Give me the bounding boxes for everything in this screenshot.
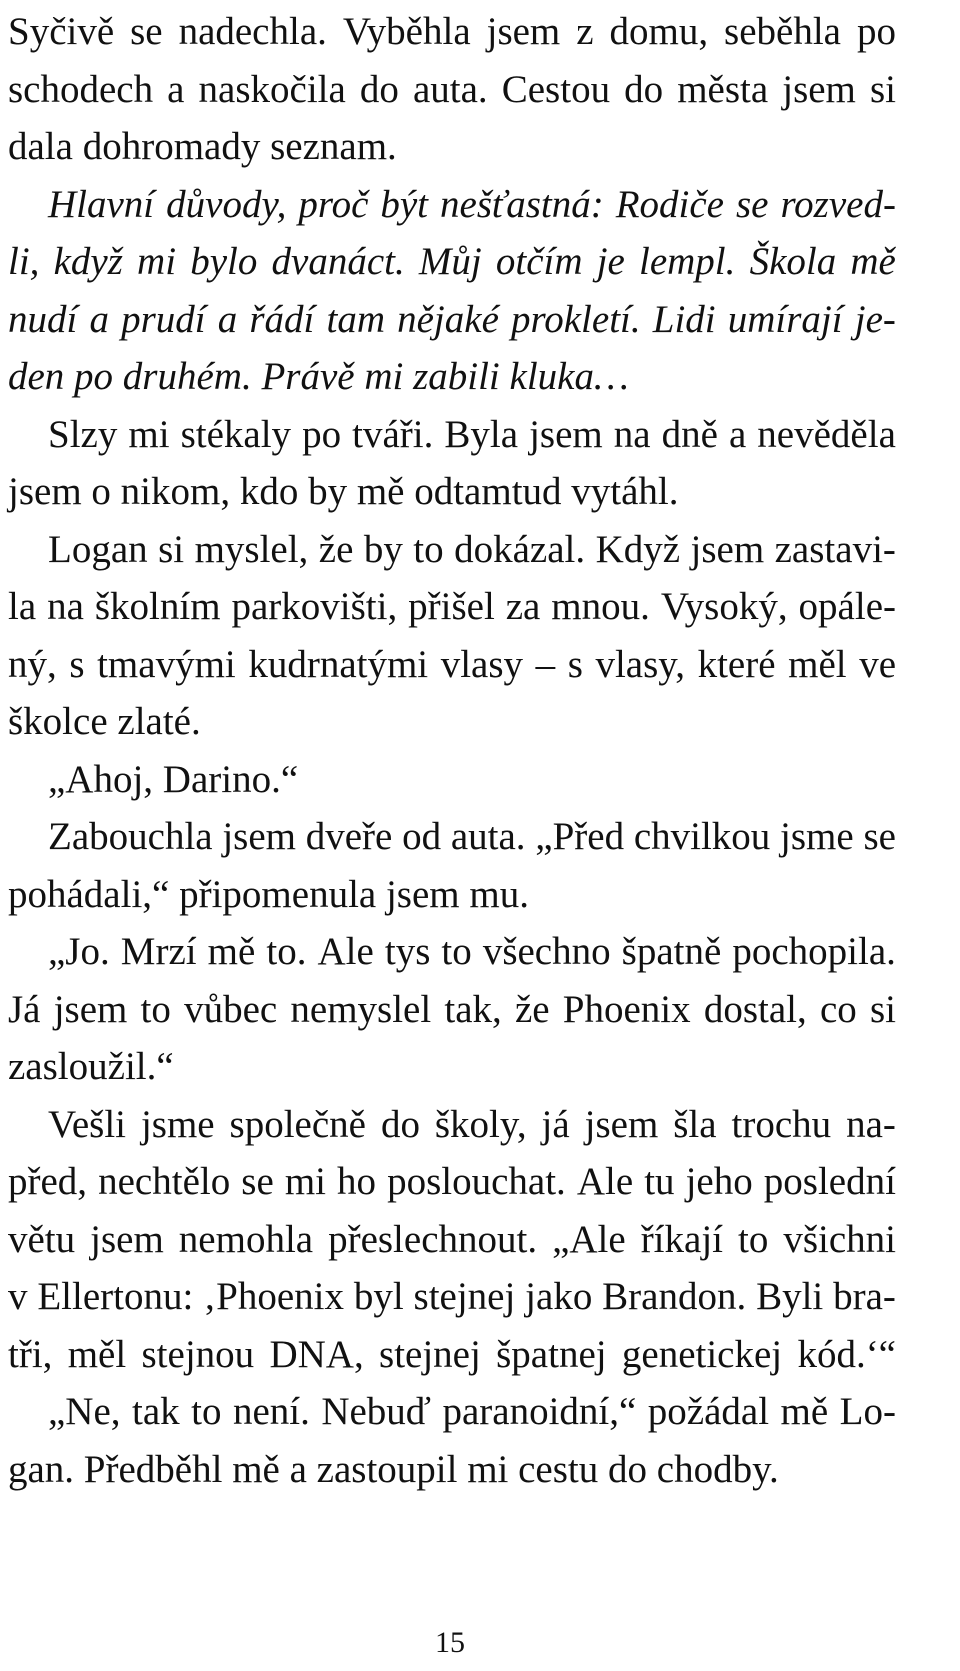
word: vlasy — [440, 642, 524, 686]
text-line — [8, 642, 896, 686]
word: jsem — [690, 527, 765, 571]
word: tři, — [8, 1332, 53, 1376]
word: to — [413, 527, 444, 571]
word: s — [567, 642, 583, 686]
text-line: dala dohromady seznam. — [8, 125, 397, 168]
word: a — [167, 67, 185, 111]
word: dveře — [305, 815, 393, 858]
word: kód.‘“ — [797, 1332, 896, 1376]
word: které — [697, 642, 776, 686]
word: rozved- — [780, 182, 896, 226]
word: parkovišti, — [231, 585, 398, 628]
text-line — [8, 1277, 896, 1316]
text-line — [8, 1217, 896, 1261]
word: mi — [128, 412, 170, 456]
text-line — [8, 587, 896, 626]
word: ný, — [8, 642, 57, 686]
word: genetickej — [621, 1332, 783, 1376]
word: Můj — [418, 240, 482, 283]
word: prokletí. — [511, 297, 641, 341]
word: tmavými — [97, 642, 236, 686]
word: Byla — [444, 412, 519, 456]
word: jsem — [486, 10, 561, 53]
text-line — [48, 527, 896, 571]
word: chvilkou — [633, 815, 771, 858]
word: města — [677, 67, 769, 111]
word: že — [318, 527, 354, 571]
word: pochopila. — [732, 930, 896, 973]
word: všichni — [783, 1217, 896, 1261]
text-line: den po druhém. Právě mi zabili kluka… — [8, 355, 629, 398]
word: Slzy — [48, 412, 118, 456]
word: bra- — [833, 1275, 896, 1318]
word: jsem — [584, 1102, 659, 1146]
word: v — [8, 1275, 28, 1318]
word: do — [359, 67, 399, 111]
word: Nebuď — [321, 1390, 432, 1433]
word: ‚Phoenix — [203, 1275, 344, 1318]
word: nemohla — [178, 1217, 314, 1261]
word: se — [130, 10, 163, 53]
word: tak — [132, 1390, 180, 1433]
word: nadechla. — [178, 10, 327, 53]
word: tak, — [444, 987, 502, 1031]
word: jsme — [140, 1102, 215, 1146]
word: mi — [284, 1160, 326, 1203]
word: byl — [353, 1275, 404, 1318]
word: nešťastná: — [440, 182, 604, 226]
word: Když — [595, 527, 681, 571]
word: dokázal. — [454, 527, 586, 571]
word: školním — [94, 585, 221, 628]
word: vůbec — [184, 987, 278, 1031]
text-line — [8, 67, 896, 111]
word: „Před — [535, 815, 625, 858]
text-line — [8, 1332, 896, 1376]
word: mě — [207, 930, 256, 973]
word: dvanáct. — [271, 240, 405, 283]
text-line — [48, 1102, 896, 1146]
word: paranoidní,“ — [442, 1390, 637, 1433]
word: z — [576, 10, 594, 53]
word: Zabouchla — [48, 815, 213, 858]
word: Škola — [749, 240, 837, 283]
word: měl — [67, 1332, 127, 1376]
word: před, — [8, 1160, 88, 1203]
word: to — [441, 930, 472, 973]
word: od — [402, 815, 442, 858]
word: jsem — [782, 67, 856, 111]
word: si — [869, 67, 896, 111]
word: myslel, — [194, 527, 309, 571]
word: řádí — [249, 297, 315, 341]
word: Logan — [48, 527, 148, 571]
word: trochu — [731, 1102, 832, 1146]
word: Hlavní — [48, 182, 155, 226]
word: Lo- — [839, 1390, 896, 1433]
word: Phoenix — [562, 987, 691, 1031]
word: za — [505, 585, 541, 628]
word: to — [191, 1390, 222, 1433]
word: požádal — [647, 1390, 770, 1433]
word: mě — [850, 240, 896, 283]
word: jsme — [780, 815, 854, 858]
word: špatnej — [496, 1332, 607, 1376]
word: mi — [137, 240, 177, 283]
word: jsem — [529, 412, 603, 456]
word: jeho — [685, 1160, 753, 1203]
word: přišel — [408, 585, 495, 628]
word: Ellertonu: — [37, 1275, 194, 1318]
text-line: gan. Předběhl mě a zastoupil mi cestu do chodby. — [8, 1447, 779, 1491]
word: Mrzí — [120, 930, 197, 973]
word: schodech — [8, 67, 154, 111]
word: vlasy, — [595, 642, 686, 686]
word: přeslechnout. — [328, 1217, 538, 1261]
word: špatně — [621, 930, 722, 973]
word: není. — [232, 1390, 310, 1433]
word: – — [535, 642, 556, 686]
word: se — [735, 182, 769, 226]
word: stékaly — [180, 412, 292, 456]
word: a — [217, 297, 238, 341]
word: být — [380, 182, 429, 226]
text-line — [48, 412, 896, 456]
word: že — [514, 987, 550, 1031]
word: otčím — [495, 240, 583, 283]
word: tam — [326, 297, 385, 341]
word: dostal, — [703, 987, 807, 1031]
word: auta. — [450, 815, 526, 858]
word: proč — [298, 182, 369, 226]
word: když — [53, 240, 123, 283]
word: mě — [780, 1390, 829, 1433]
word: co — [819, 987, 857, 1031]
word: nemyslel — [290, 987, 432, 1031]
text-line: pohádali,“ připomenula jsem mu. — [8, 872, 529, 916]
text-line — [48, 932, 896, 971]
word: říkají — [640, 1217, 723, 1261]
text-line — [48, 182, 896, 226]
word: se — [241, 1160, 274, 1203]
word: dně — [661, 412, 718, 456]
word: jako — [525, 1275, 593, 1318]
word: Vyběhla — [342, 10, 471, 53]
word: Já — [8, 987, 41, 1031]
word: jsem — [90, 1217, 164, 1261]
word: naskočila — [198, 67, 346, 111]
word: opále- — [798, 585, 896, 628]
word: po — [856, 10, 896, 53]
word: Vešli — [48, 1102, 126, 1146]
word: na — [613, 412, 651, 456]
word: kudrnatými — [248, 642, 429, 686]
word: nechtělo — [98, 1160, 231, 1203]
word: la — [8, 585, 37, 628]
word: jsem — [222, 815, 296, 858]
word: já — [541, 1102, 570, 1146]
word: bylo — [190, 240, 258, 283]
word: školy, — [434, 1102, 527, 1146]
text-line — [48, 817, 896, 856]
word: domu, — [609, 10, 709, 53]
word: a — [728, 412, 747, 456]
word: prudí — [121, 297, 206, 341]
page-number: 15 — [435, 1626, 465, 1659]
word: Vysoký, — [660, 585, 788, 628]
word: „Jo. — [48, 930, 110, 973]
word: důvody, — [166, 182, 287, 226]
text-line — [8, 242, 896, 281]
word: do — [380, 1102, 420, 1146]
text-line — [8, 297, 896, 341]
word: nějaké — [397, 297, 499, 341]
word: se — [863, 815, 896, 858]
text-line: „Ahoj, Darino.“ — [48, 757, 299, 801]
word: stejnou — [141, 1332, 255, 1376]
word: s — [69, 642, 85, 686]
word: ve — [859, 642, 896, 686]
word: stejnej — [379, 1332, 481, 1376]
word: do — [624, 67, 664, 111]
word: Syčivě — [8, 10, 115, 53]
text-line — [8, 1162, 896, 1201]
word: Ale — [576, 1160, 634, 1203]
word: všechno — [482, 930, 611, 973]
word: nudí — [8, 297, 78, 341]
text-line: zasloužil.“ — [8, 1045, 174, 1088]
word: Byli — [756, 1275, 824, 1318]
word: si — [158, 527, 185, 571]
word: to — [140, 987, 171, 1031]
word: nevěděla — [757, 412, 896, 456]
text-line — [8, 987, 896, 1031]
word: je- — [854, 297, 896, 341]
word: Brandon. — [602, 1275, 747, 1318]
word: auta. — [412, 67, 488, 111]
word: Rodiče — [615, 182, 724, 226]
word: si — [869, 987, 896, 1031]
word: seběhla — [724, 10, 841, 53]
text-line: školce zlaté. — [8, 700, 201, 743]
word: ho — [337, 1160, 377, 1203]
word: tys — [384, 930, 431, 973]
word: po — [302, 412, 342, 456]
word: tváři. — [352, 412, 434, 456]
word: Lidi — [652, 297, 716, 341]
word: umírají — [727, 297, 843, 341]
word: na- — [846, 1102, 896, 1146]
word: jsem — [53, 987, 128, 1031]
word: zastavi- — [774, 527, 896, 571]
word: to — [737, 1217, 769, 1261]
word: to. — [266, 930, 307, 973]
word: poslední — [763, 1160, 896, 1203]
word: větu — [8, 1217, 76, 1261]
word: poslouchat. — [387, 1160, 566, 1203]
word: šla — [673, 1102, 717, 1146]
word: lempl. — [639, 240, 736, 283]
word: tu — [644, 1160, 675, 1203]
text-line: jsem o nikom, kdo by mě odtamtud vytáhl. — [8, 470, 679, 513]
text-line — [48, 1392, 896, 1431]
word: „Ne, — [48, 1390, 121, 1433]
text-line — [8, 12, 896, 51]
word: DNA, — [269, 1332, 364, 1376]
word: na — [47, 585, 84, 628]
word: mnou. — [551, 585, 650, 628]
word: Ale — [317, 930, 374, 973]
word: a — [89, 297, 109, 341]
word: Cestou — [501, 67, 611, 111]
word: stejnej — [413, 1275, 516, 1318]
word: společně — [229, 1102, 366, 1146]
word: li, — [8, 240, 40, 283]
word: je — [596, 240, 625, 283]
word: „Ale — [552, 1217, 626, 1261]
word: měl — [788, 642, 847, 686]
word: by — [363, 527, 403, 571]
